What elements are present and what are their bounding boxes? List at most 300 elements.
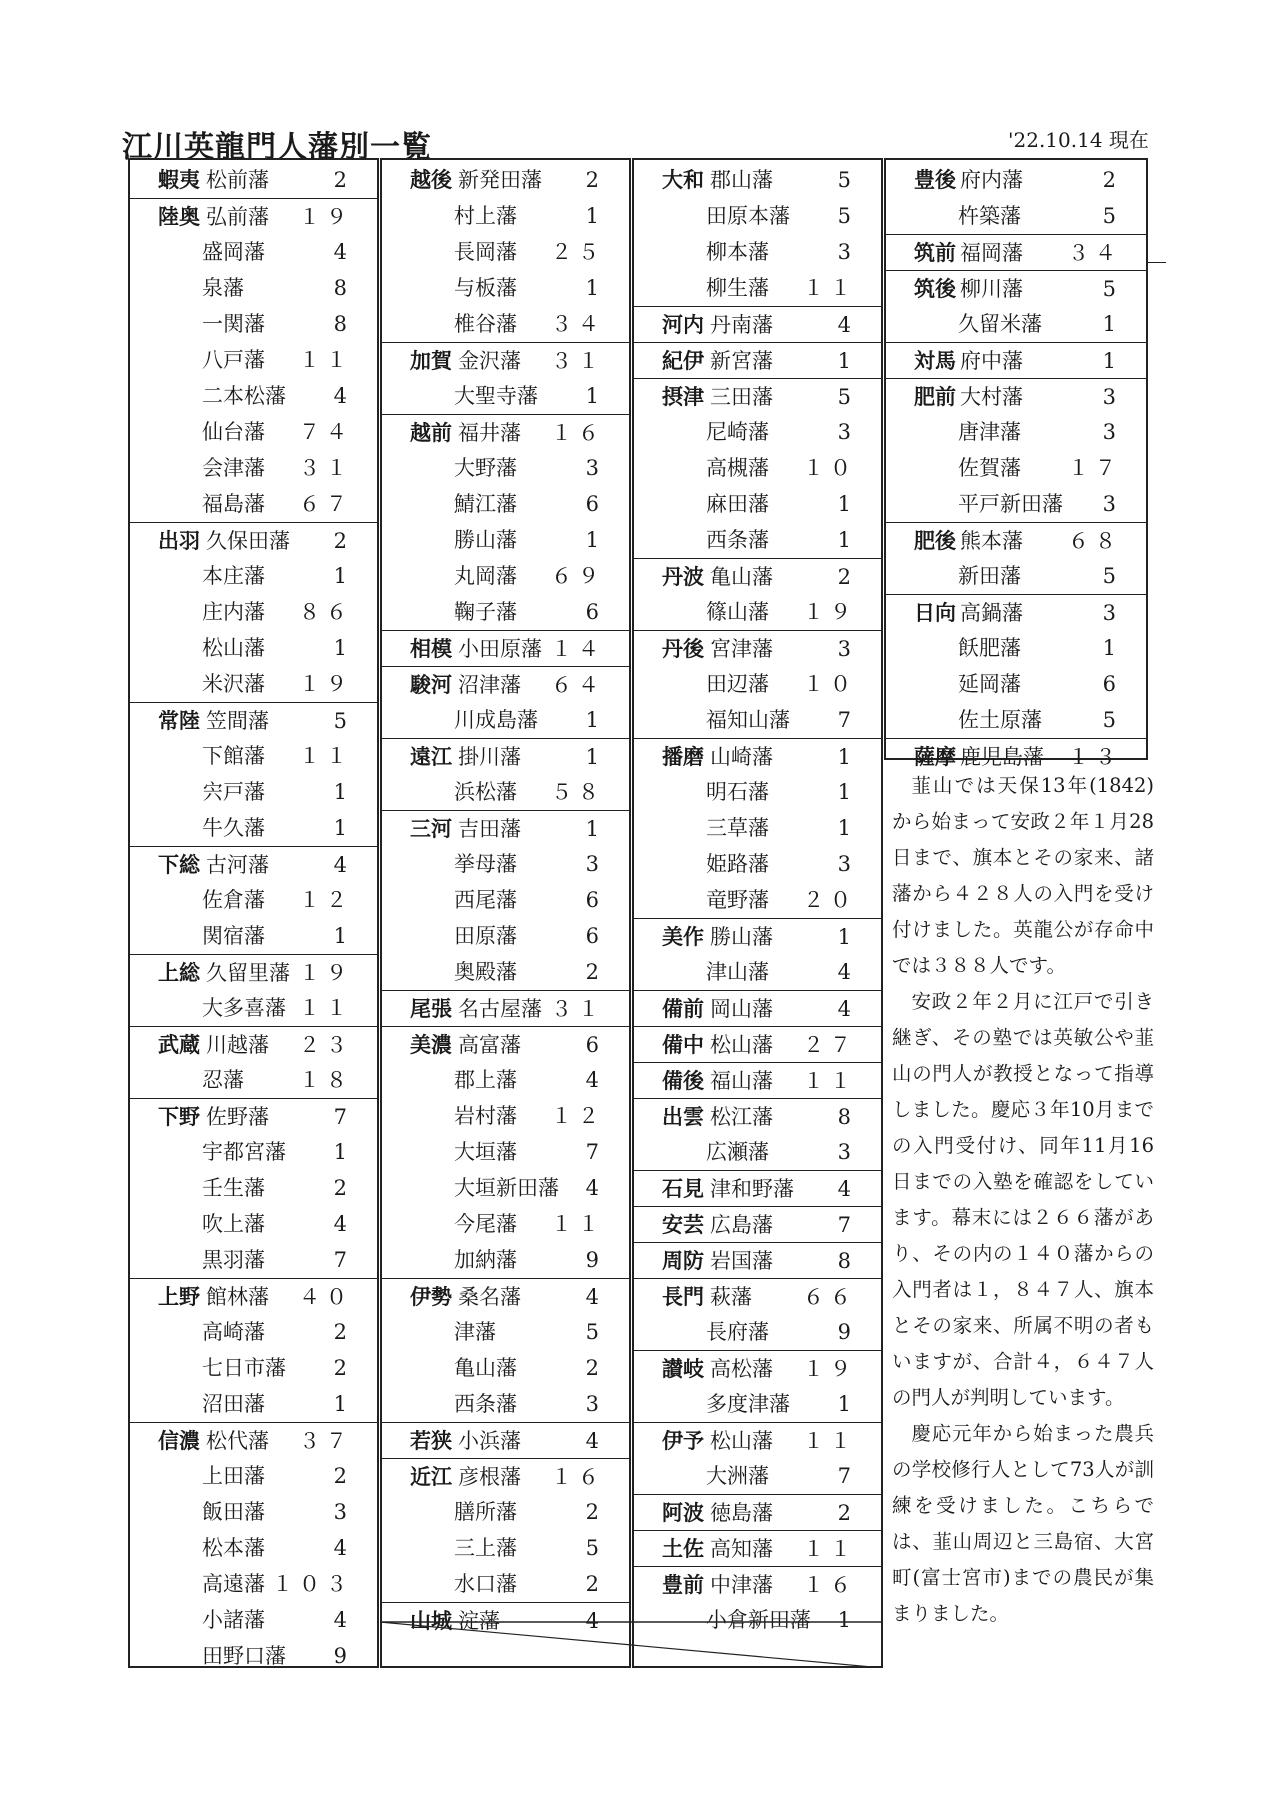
- domain-name: 鯖江藩: [454, 492, 517, 516]
- table-row: [130, 954, 377, 991]
- domain-name: 大聖寺藩: [454, 384, 538, 408]
- domain-name: 久留里藩: [206, 961, 290, 985]
- province-label: 常陸: [158, 708, 200, 733]
- table-row: [130, 1386, 377, 1422]
- domain-count: 2: [585, 1572, 605, 1596]
- domain-name: 高鍋藩: [960, 601, 1023, 625]
- domain-name: 尼崎藩: [706, 420, 769, 444]
- table-row: [634, 954, 881, 990]
- domain-count: 3: [333, 1500, 353, 1524]
- domain-count: 1: [837, 492, 857, 516]
- domain-count: 3: [1102, 492, 1122, 516]
- province-label: 肥前: [914, 384, 956, 409]
- table-row: [382, 738, 629, 775]
- domain-name: 鹿児島藩: [960, 745, 1044, 769]
- domain-count: ３４: [551, 312, 605, 336]
- domain-count: １１: [803, 276, 857, 300]
- domain-count: 7: [837, 708, 857, 732]
- domain-count: 2: [837, 1501, 857, 1525]
- province-label: 丹後: [662, 636, 704, 661]
- domain-count: 2: [333, 1464, 353, 1488]
- table-column-1: [128, 158, 379, 1668]
- domain-name: 飫肥藩: [958, 636, 1021, 660]
- province-label: 筑前: [914, 240, 956, 265]
- table-row: [382, 522, 629, 558]
- province-label: 筑後: [914, 276, 956, 301]
- table-row: [130, 1530, 377, 1566]
- table-row: [634, 1098, 881, 1135]
- domain-count: 2: [585, 1356, 605, 1380]
- table-row: [886, 162, 1146, 198]
- domain-name: 挙母藩: [454, 852, 517, 876]
- domain-name: 福岡藩: [960, 241, 1023, 265]
- domain-name: 八戸藩: [202, 348, 265, 372]
- domain-name: 弘前藩: [206, 205, 269, 229]
- domain-count: 9: [585, 1248, 605, 1272]
- domain-name: 多度津藩: [706, 1392, 790, 1416]
- domain-name: 熊本藩: [960, 529, 1023, 553]
- table-row: [382, 1350, 629, 1386]
- table-row: [886, 486, 1146, 522]
- domain-name: 亀山藩: [454, 1356, 517, 1380]
- notes: [892, 768, 1154, 1632]
- domain-count: ８６: [299, 600, 353, 624]
- domain-count: 4: [585, 1429, 605, 1453]
- province-label: 若狭: [410, 1428, 452, 1453]
- domain-count: １０３: [272, 1572, 353, 1596]
- domain-count: 7: [333, 1248, 353, 1272]
- domain-name: 椎谷藩: [454, 312, 517, 336]
- domain-name: 三田藩: [710, 385, 773, 409]
- domain-name: 松本藩: [202, 1536, 265, 1560]
- province-label: 越後: [410, 167, 452, 192]
- domain-name: 加納藩: [454, 1248, 517, 1272]
- domain-count: 1: [585, 276, 605, 300]
- domain-name: 笠間藩: [206, 709, 269, 733]
- domain-count: 4: [837, 313, 857, 337]
- domain-name: 村上藩: [454, 204, 517, 228]
- domain-name: 与板藩: [454, 276, 517, 300]
- table-row: [634, 1026, 881, 1063]
- domain-count: ６９: [551, 564, 605, 588]
- domain-name: 七日市藩: [202, 1356, 286, 1380]
- domain-name: 田原藩: [454, 924, 517, 948]
- domain-count: 3: [585, 456, 605, 480]
- domain-count: 1: [333, 636, 353, 660]
- table-row: [382, 1026, 629, 1063]
- table-row: [130, 882, 377, 918]
- table-row: [634, 738, 881, 775]
- table-row: [382, 198, 629, 234]
- province-label: 備後: [662, 1068, 704, 1093]
- province-label: 信濃: [158, 1428, 200, 1453]
- domain-count: 4: [333, 1536, 353, 1560]
- domain-count: 8: [333, 312, 353, 336]
- domain-count: 1: [1102, 312, 1122, 336]
- domain-count: 1: [837, 745, 857, 769]
- table-row: [886, 378, 1146, 415]
- domain-count: ５８: [551, 780, 605, 804]
- province-label: 備中: [662, 1032, 704, 1057]
- domain-count: 4: [333, 240, 353, 264]
- table-row: [634, 342, 881, 379]
- domain-count: １９: [299, 961, 353, 985]
- domain-name: 新田藩: [958, 564, 1021, 588]
- table-row: [634, 450, 881, 486]
- domain-name: 仙台藩: [202, 420, 265, 444]
- note-paragraph: 安政２年２月に江戸で引き継ぎ、その塾では英敏公や韮山の門人が教授となって指導しました。慶応３年10月までの入門受付け、同年11月16日までの入塾を確認をしています。幕末には２６６藩があり、その内の１４０藩からの入門者は１，８４７人、旗本とその家来、所属不明の者もいますが、合計４，６４７人の門人が判明しています。: [892, 990, 1154, 1409]
- province-label: 上総: [158, 960, 200, 985]
- table-row: [130, 1242, 377, 1278]
- table-row: [382, 774, 629, 810]
- domain-name: 奥殿藩: [454, 960, 517, 984]
- table-row: [634, 1458, 881, 1494]
- table-row: [382, 1062, 629, 1098]
- domain-count: ６８: [1068, 529, 1122, 553]
- table-row: [130, 1422, 377, 1459]
- domain-name: 掛川藩: [458, 745, 521, 769]
- domain-count: 5: [837, 385, 857, 409]
- domain-name: 吉田藩: [458, 817, 521, 841]
- note-paragraph: 韮山では天保13年(1842)から始まって安政２年１月28日まで、旗本とその家来、諸藩から４２８人の入門を受け付けました。英龍公が存命中では３８８人です。: [892, 774, 1154, 977]
- province-label: 出雲: [662, 1104, 704, 1129]
- domain-name: 庄内藩: [202, 600, 265, 624]
- domain-name: 丹南藩: [710, 313, 773, 337]
- domain-name: 松山藩: [710, 1429, 773, 1453]
- table-row: [634, 846, 881, 882]
- domain-name: 古河藩: [206, 853, 269, 877]
- domain-name: 萩藩: [710, 1285, 752, 1309]
- domain-count: 1: [585, 528, 605, 552]
- table-row: [130, 234, 377, 270]
- domain-count: 5: [333, 709, 353, 733]
- domain-name: 松江藩: [710, 1105, 773, 1129]
- domain-count: １０: [803, 456, 857, 480]
- domain-name: 長岡藩: [454, 240, 517, 264]
- domain-name: 津藩: [454, 1320, 496, 1344]
- domain-count: 2: [585, 1500, 605, 1524]
- domain-name: 大多喜藩: [202, 996, 286, 1020]
- table-row: [382, 450, 629, 486]
- table-column-3: [632, 158, 883, 1668]
- domain-count: １９: [803, 600, 857, 624]
- domain-name: 柳生藩: [706, 276, 769, 300]
- province-label: 遠江: [410, 744, 452, 769]
- domain-name: 松山藩: [710, 1033, 773, 1057]
- province-label: 丹波: [662, 564, 704, 589]
- domain-name: 唐津藩: [958, 420, 1021, 444]
- domain-count: ２７: [803, 1033, 857, 1057]
- domain-count: ３７: [299, 1429, 353, 1453]
- domain-name: 田辺藩: [706, 672, 769, 696]
- table-row: [130, 450, 377, 486]
- domain-name: 田野口藩: [202, 1644, 286, 1668]
- province-label: 相模: [410, 636, 452, 661]
- domain-name: 飯田藩: [202, 1500, 265, 1524]
- province-label: 尾張: [410, 996, 452, 1021]
- province-label: 蝦夷: [158, 167, 200, 192]
- domain-name: 米沢藩: [202, 672, 265, 696]
- domain-count: 4: [837, 997, 857, 1021]
- domain-count: 6: [585, 600, 605, 624]
- table-row: [382, 558, 629, 594]
- province-label: 近江: [410, 1464, 452, 1489]
- table-row: [130, 846, 377, 883]
- table-row: [886, 306, 1146, 342]
- domain-count: 3: [837, 852, 857, 876]
- domain-name: 新宮藩: [710, 349, 773, 373]
- domain-name: 府中藩: [960, 349, 1023, 373]
- table-row: [382, 378, 629, 414]
- domain-count: 6: [585, 492, 605, 516]
- domain-name: 久保田藩: [206, 529, 290, 553]
- domain-name: 広島藩: [710, 1213, 773, 1237]
- province-label: 陸奥: [158, 204, 200, 229]
- province-label: 伊勢: [410, 1284, 452, 1309]
- table-divider: [1148, 262, 1166, 263]
- domain-name: 高槻藩: [706, 456, 769, 480]
- table-row: [130, 1602, 377, 1638]
- domain-count: ６６: [803, 1285, 857, 1309]
- domain-count: 4: [333, 384, 353, 408]
- table-row: [634, 1386, 881, 1422]
- domain-name: 高遠藩: [202, 1572, 265, 1596]
- domain-count: １１: [299, 744, 353, 768]
- table-row: [634, 1422, 881, 1459]
- table-column-4: [884, 158, 1148, 769]
- table-row: [634, 1494, 881, 1531]
- table-row: [130, 162, 377, 198]
- table-row: [130, 594, 377, 630]
- domain-count: 8: [333, 276, 353, 300]
- domain-count: 2: [333, 529, 353, 553]
- domain-count: 1: [585, 745, 605, 769]
- domain-count: 1: [333, 780, 353, 804]
- domain-name: 今尾藩: [454, 1212, 517, 1236]
- table-row: [634, 1206, 881, 1243]
- domain-name: 丸岡藩: [454, 564, 517, 588]
- domain-count: 2: [333, 1356, 353, 1380]
- domain-name: 沼田藩: [202, 1392, 265, 1416]
- domain-name: 福井藩: [458, 421, 521, 445]
- domain-count: 2: [837, 565, 857, 589]
- page-title: 江川英龍門人藩別一覧: [122, 130, 432, 165]
- table-row: [886, 198, 1146, 234]
- province-label: 山城: [410, 1608, 452, 1633]
- table-row: [634, 810, 881, 846]
- table-row: [634, 702, 881, 738]
- domain-count: 4: [333, 1212, 353, 1236]
- domain-name: 柳本藩: [706, 240, 769, 264]
- domain-count: １９: [299, 205, 353, 229]
- province-label: 讃岐: [662, 1356, 704, 1381]
- domain-name: 岡山藩: [710, 997, 773, 1021]
- domain-count: 1: [837, 1392, 857, 1416]
- domain-count: 7: [837, 1213, 857, 1237]
- domain-name: 勝山藩: [710, 925, 773, 949]
- domain-name: 佐倉藩: [202, 888, 265, 912]
- domain-name: 宮津藩: [710, 637, 773, 661]
- domain-name: 川越藩: [206, 1033, 269, 1057]
- domain-name: 西条藩: [454, 1392, 517, 1416]
- domain-count: 2: [333, 1176, 353, 1200]
- empty-cell-strike: [380, 1598, 883, 1668]
- domain-name: 杵築藩: [958, 204, 1021, 228]
- domain-name: 上田藩: [202, 1464, 265, 1488]
- domain-name: 一関藩: [202, 312, 265, 336]
- domain-name: 金沢藩: [458, 349, 521, 373]
- table-row: [634, 1314, 881, 1350]
- domain-name: 二本松藩: [202, 384, 286, 408]
- domain-count: 1: [585, 204, 605, 228]
- domain-name: 平戸新田藩: [958, 492, 1063, 516]
- table-row: [130, 1134, 377, 1170]
- table-row: [634, 990, 881, 1027]
- domain-count: 7: [837, 1464, 857, 1488]
- domain-count: １２: [551, 1104, 605, 1128]
- domain-name: 高松藩: [710, 1357, 773, 1381]
- domain-count: 5: [1102, 708, 1122, 732]
- domain-count: ２３: [299, 1033, 353, 1057]
- domain-name: 亀山藩: [710, 565, 773, 589]
- domain-count: １６: [551, 1465, 605, 1489]
- table-row: [130, 1350, 377, 1386]
- domain-name: 大村藩: [960, 385, 1023, 409]
- table-row: [130, 1206, 377, 1242]
- domain-count: 1: [837, 925, 857, 949]
- province-label: 紀伊: [662, 348, 704, 373]
- domain-count: １１: [803, 1069, 857, 1093]
- province-label: 伊予: [662, 1428, 704, 1453]
- province-label: 摂津: [662, 384, 704, 409]
- table-row: [382, 810, 629, 847]
- domain-count: ７４: [299, 420, 353, 444]
- province-label: 播磨: [662, 744, 704, 769]
- domain-count: 5: [837, 168, 857, 192]
- table-row: [634, 270, 881, 306]
- as-of-date: '22.10.14 現在: [1008, 128, 1149, 152]
- domain-count: ６４: [551, 673, 605, 697]
- domain-name: 下館藩: [202, 744, 265, 768]
- domain-count: ２５: [551, 240, 605, 264]
- domain-count: 1: [1102, 349, 1122, 373]
- table-row: [382, 1386, 629, 1422]
- domain-name: 西尾藩: [454, 888, 517, 912]
- domain-name: 佐土原藩: [958, 708, 1042, 732]
- table-row: [130, 1458, 377, 1494]
- table-row: [130, 414, 377, 450]
- domain-count: 1: [837, 528, 857, 552]
- table-row: [886, 558, 1146, 594]
- domain-count: １１: [299, 996, 353, 1020]
- domain-name: 佐野藩: [206, 1105, 269, 1129]
- domain-count: 1: [333, 564, 353, 588]
- province-label: 大和: [662, 167, 704, 192]
- domain-count: 1: [837, 780, 857, 804]
- domain-count: 1: [1102, 636, 1122, 660]
- domain-name: 大野藩: [454, 456, 517, 480]
- domain-count: 3: [837, 637, 857, 661]
- domain-count: １６: [803, 1573, 857, 1597]
- province-label: 上野: [158, 1284, 200, 1309]
- table-row: [130, 990, 377, 1026]
- province-label: 三河: [410, 816, 452, 841]
- domain-name: 明石藩: [706, 780, 769, 804]
- domain-name: 館林藩: [206, 1285, 269, 1309]
- table-row: [382, 1278, 629, 1315]
- domain-name: 高富藩: [458, 1033, 521, 1057]
- province-label: 下野: [158, 1104, 200, 1129]
- domain-name: 津和野藩: [710, 1177, 794, 1201]
- table-row: [634, 1278, 881, 1315]
- domain-count: 2: [333, 1320, 353, 1344]
- domain-name: 大垣藩: [454, 1140, 517, 1164]
- domain-count: 2: [333, 168, 353, 192]
- province-label: 下総: [158, 852, 200, 877]
- domain-name: 山崎藩: [710, 745, 773, 769]
- table-row: [130, 630, 377, 666]
- table-row: [634, 1242, 881, 1279]
- domain-count: 3: [837, 420, 857, 444]
- domain-name: 姫路藩: [706, 852, 769, 876]
- domain-count: 3: [585, 852, 605, 876]
- domain-name: 高崎藩: [202, 1320, 265, 1344]
- domain-name: 岩国藩: [710, 1249, 773, 1273]
- domain-name: 麻田藩: [706, 492, 769, 516]
- domain-count: １７: [1068, 456, 1122, 480]
- table-row: [634, 558, 881, 595]
- domain-name: 牛久藩: [202, 816, 265, 840]
- table-row: [382, 918, 629, 954]
- domain-name: 小諸藩: [202, 1608, 265, 1632]
- province-label: 加賀: [410, 348, 452, 373]
- table-row: [130, 1494, 377, 1530]
- table-row: [382, 954, 629, 990]
- table-row: [886, 594, 1146, 631]
- domain-count: ２０: [803, 888, 857, 912]
- province-label: 安芸: [662, 1212, 704, 1237]
- domain-count: 1: [837, 349, 857, 373]
- domain-count: 3: [1102, 601, 1122, 625]
- domain-name: 勝山藩: [454, 528, 517, 552]
- domain-count: ３４: [1068, 241, 1122, 265]
- domain-name: 鞠子藩: [454, 600, 517, 624]
- table-row: [130, 306, 377, 342]
- domain-name: 吹上藩: [202, 1212, 265, 1236]
- domain-count: 4: [585, 1609, 605, 1633]
- province-label: 美濃: [410, 1032, 452, 1057]
- domain-name: 名古屋藩: [458, 997, 542, 1021]
- table-row: [130, 918, 377, 954]
- table-row: [382, 594, 629, 630]
- domain-name: 三上藩: [454, 1536, 517, 1560]
- province-label: 越前: [410, 420, 452, 445]
- table-row: [130, 378, 377, 414]
- domain-count: 5: [1102, 204, 1122, 228]
- table-row: [382, 666, 629, 703]
- domain-name: 田原本藩: [706, 204, 790, 228]
- domain-count: ６７: [299, 492, 353, 516]
- domain-count: 3: [585, 1392, 605, 1416]
- table-row: [634, 198, 881, 234]
- domain-name: 本庄藩: [202, 564, 265, 588]
- domain-name: 大洲藩: [706, 1464, 769, 1488]
- table-row: [382, 1170, 629, 1206]
- domain-count: 6: [1102, 672, 1122, 696]
- table-row: [382, 1134, 629, 1170]
- domain-name: 浜松藩: [454, 780, 517, 804]
- table-row: [382, 486, 629, 522]
